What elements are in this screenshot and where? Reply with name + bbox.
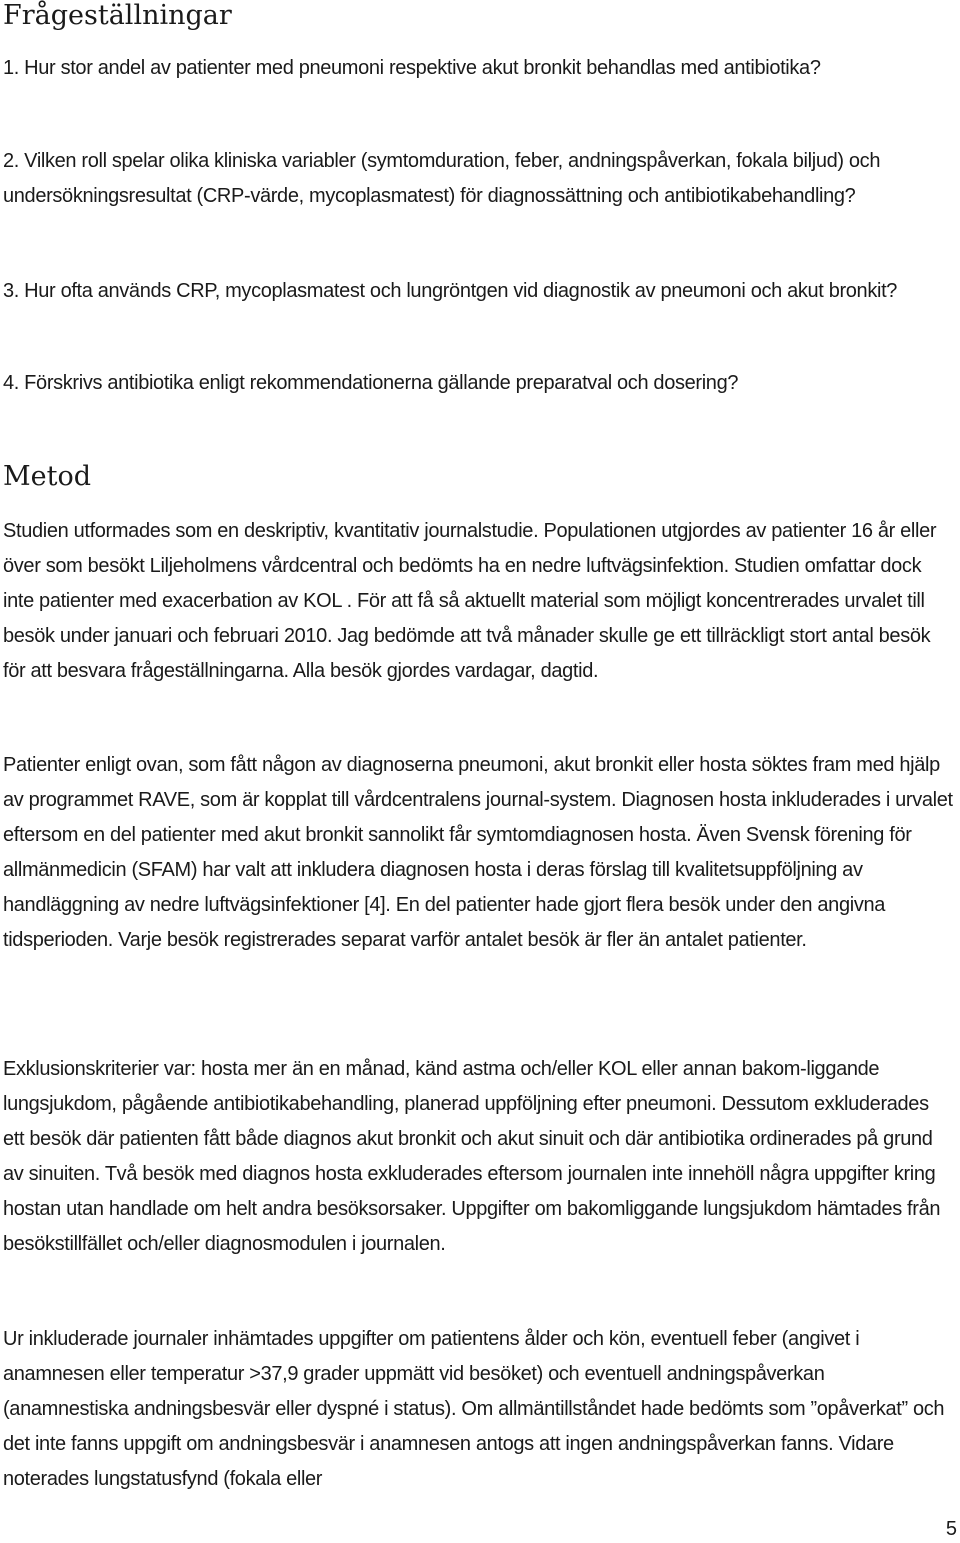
method-paragraph: Patienter enligt ovan, som fått någon av diagnoserna pneumoni, akut bronkit eller hosta söktes fram med hjälp av programmet RAVE, som är kopplat till vårdcentralens journal-system. Diagnosen hosta inkluderades i urvalet eftersom en del patienter med akut bronkit sannolikt får symtomdiagnosen hosta. Även Svensk förening för allmänmedicin (SFAM) har valt att inkludera diagnosen hosta i deras förslag till kvalitetsuppföljning av handläggning av nedre luftvägsinfektioner [4]. En del patienter hade gjort flera besök under den angivna tidsperioden. Varje besök registrerades separat varför antalet besök är fler än antalet patienter. — [3, 754, 953, 951]
question-item: 1. Hur stor andel av patienter med pneumoni respektive akut bronkit behandlas med antibiotika? — [3, 57, 821, 79]
method-paragraph: Exklusionskriterier var: hosta mer än en månad, känd astma och/eller KOL eller annan bakom-liggande lungsjukdom, pågående antibiotikabehandling, planerad uppföljning efter pneumoni. Dessutom exkluderades ett besök där patienten fått både diagnos akut bronkit och akut sinuit och där antibiotika ordinerades på grund av sinuiten. Två besök med diagnos hosta exkluderades eftersom journalen inte innehöll några uppgifter kring hostan utan handlade om helt andra besöksorsaker. Uppgifter om bakomliggande lungsjukdom hämtades från besökstillfället och/eller diagnosmodulen i journalen. — [3, 1058, 941, 1255]
section-heading-questions: Frågeställningar — [3, 0, 232, 31]
section-heading-method: Metod — [3, 461, 92, 492]
method-paragraph: Ur inkluderade journaler inhämtades uppgifter om patientens ålder och kön, eventuell feber (angivet i anamnesen eller temperatur >37,9 grader uppmätt vid besöket) och eventuell andningspåverkan (anamnestiska andningsbesvär eller dyspné i status). Om allmäntillståndet hade bedömts som ”opåverkat” och det inte fanns uppgift om andningsbesvär i anamnesen antogs att ingen andningspåverkan fanns. Vidare noterades lungstatusfynd (fokala eller — [3, 1328, 945, 1490]
page-number: 5 — [945, 1518, 957, 1540]
question-item: 4. Förskrivs antibiotika enligt rekommendationerna gällande preparatval och dosering? — [3, 372, 739, 394]
method-paragraph: Studien utformades som en deskriptiv, kvantitativ journalstudie. Populationen utgjordes av patienter 16 år eller över som besökt Liljeholmens vårdcentral och bedömts ha en nedre luftvägsinfektion. Studien omfattar dock inte patienter med exacerbation av KOL . För att få så aktuellt material som möjligt koncentrerades urvalet till besök under januari och februari 2010. Jag bedömde att två månader skulle ge ett tillräckligt stort antal besök för att besvara frågeställningarna. Alla besök gjordes vardagar, dagtid. — [3, 520, 937, 682]
question-item: 2. Vilken roll spelar olika kliniska variabler (symtomduration, feber, andningspåverkan, fokala biljud) och undersökningsresultat (CRP-värde, mycoplasmatest) för diagnossättning och antibiotikabehandling? — [3, 150, 881, 207]
question-item: 3. Hur ofta används CRP, mycoplasmatest och lungröntgen vid diagnostik av pneumoni och akut bronkit? — [3, 280, 898, 302]
